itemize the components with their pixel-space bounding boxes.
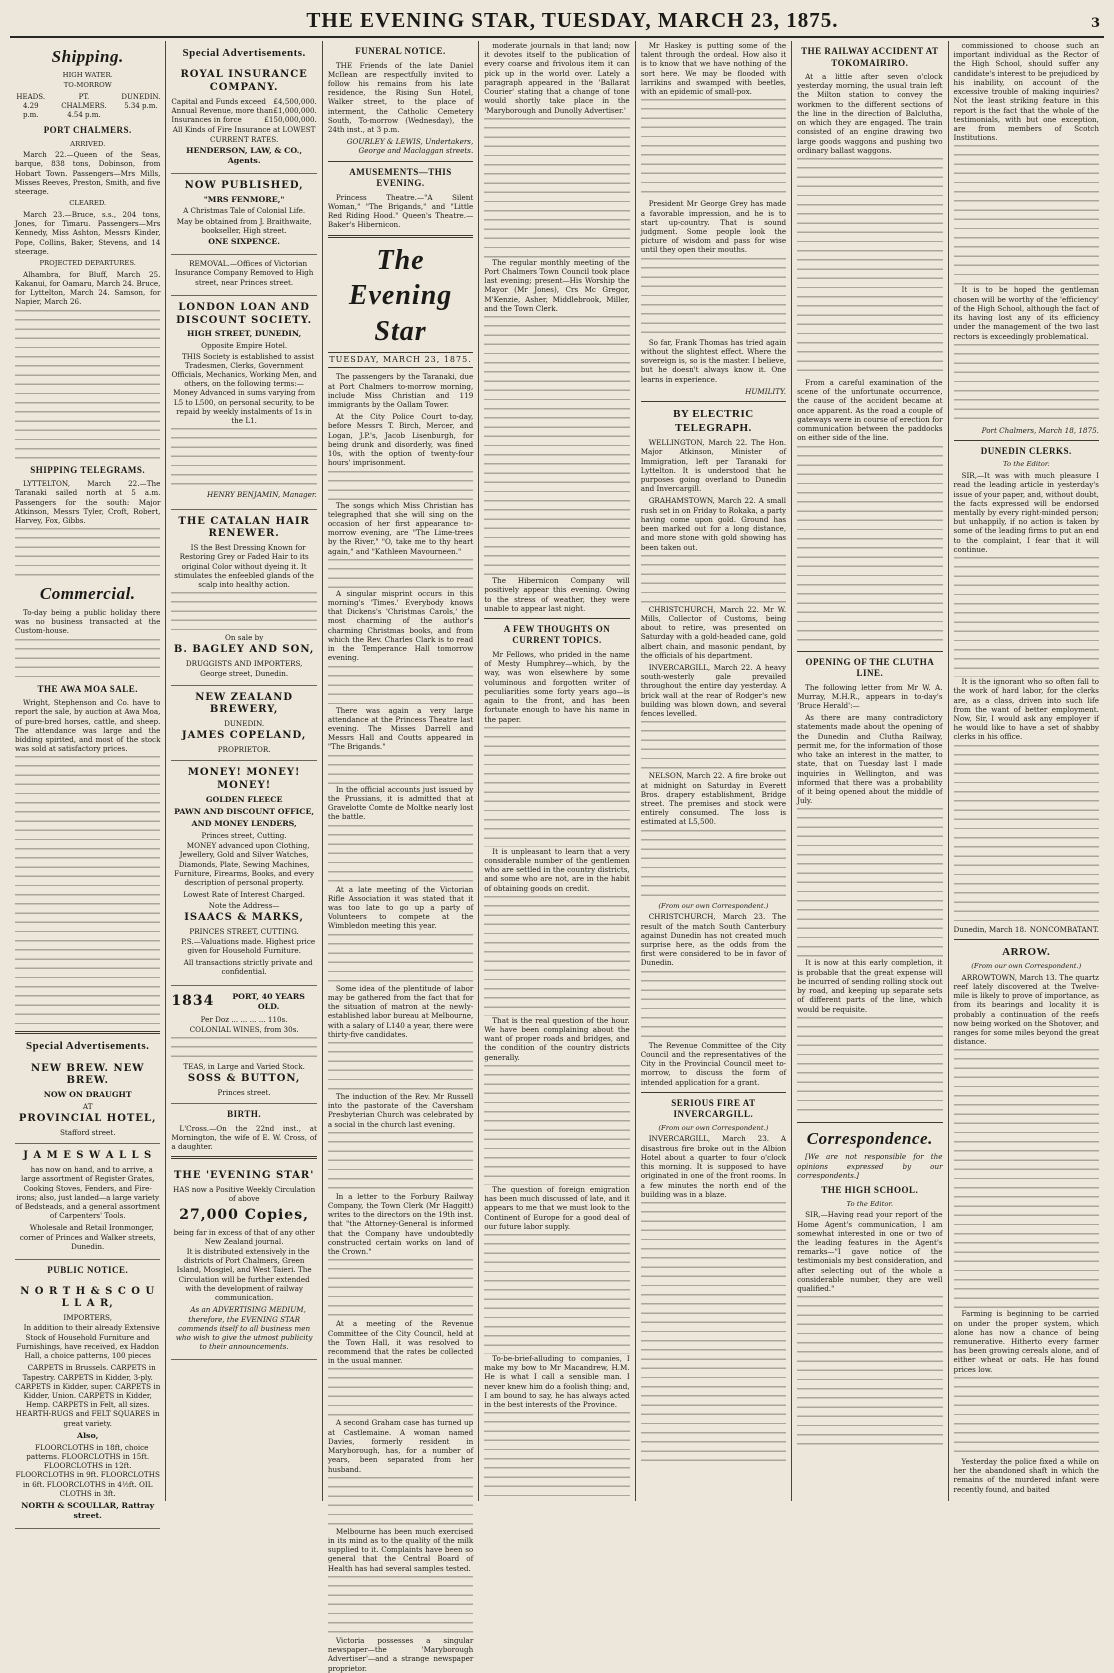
clutha-heading: OPENING OF THE CLUTHA LINE. [805,656,935,679]
circulation-line1: HAS now a Positive Weekly Circulation of above [173,1185,316,1204]
awa-moa-heading: THE AWA MOA SALE. [37,683,138,694]
birth-divider [171,1156,316,1159]
london-loan-manager: HENRY BENJAMIN, Manager. [206,490,317,500]
article-p7: At a late meeting of the Victorian Rifle Association it was stated that it was too late to go up a party of Volunteers to compete at the Wimbledon meeting this year. [327,884,474,931]
new-brew-sub: NOW ON DRAUGHT [43,1090,132,1100]
article-p13-body [328,1576,473,1636]
new-brew-hotel: PROVINCIAL HOTEL, [18,1113,157,1125]
royal-capital-value: £4,500,000. [273,96,317,106]
article-p5: There was again a very large attendance at the Princess Theatre last evening. The Misses Darrell and Messrs Hall and Coutts appeared in "The Brigands." [327,705,474,752]
tomorrow-label: TO-MORROW [63,81,112,90]
money-lenders: AND MONEY LENDERS, [191,819,297,828]
published-sub: A Christmas Tale of Colonial Life. [183,206,306,216]
article-p6-body [328,825,473,885]
commercial-body-text [15,639,160,679]
col7-p1: commissioned to choose such an important individual as the Rector of the High School, should suffer any candidate's interest to be prejudiced by his inability, on account of the excessive trouble of making inquiries? Not the least striking feature in this report is the fact that the whole of the testimonials, with but one exception, are from members of Scotch Institutions. [953,41,1099,143]
arrow-body [954,1049,1099,1309]
catalan-title: THE CATALAN HAIR RENEWER. [178,515,310,540]
new-brew-at: AT [82,1102,93,1112]
telegraph-nelson: NELSON, March 22. A fire broke out at midnight on Saturday in Everett Bros. drapery establishment, Bridge street. The premises and stock were entirely consumed. The loss is estimated at L5,500. [640,771,787,827]
col4-p5: It is unpleasant to learn that a very considerable number of the gentlemen who are settled in the country districts, and some who are not, are in the habit of obtaining goods on credit. [484,846,630,893]
royal-insurance-text: All Kinds of Fire Insurance at LOWEST CURRENT RATES. [172,125,316,144]
high-school-heading: THE HIGH SCHOOL. [821,1185,919,1196]
tide-chalmers-time: 4.54 p.m. [67,111,101,120]
money-interest: Lowest Rate of Interest Charged. [183,890,305,900]
james-walls-corner: Wholesale and Retail Ironmonger, corner of Princes and Walker streets, Dunedin. [19,1223,156,1251]
new-brew-street: Stafford street. [59,1128,116,1138]
article-p12: A second Graham case has turned up at Castlemaine. A woman named Davies, formerly resident in Maryborough, has, for a number of years, been separated from her husband. [327,1418,474,1474]
clerks-signature: NONCOMBATANT. [1029,924,1099,934]
article-p8: Some idea of the plentitude of labor may be gathered from the fact that for the situation of matron at the newly-established labor bureau at Melbourne, with a salary of L140 a year, there were thirty-five candidates. [327,983,474,1039]
fire-correspondent-label: (From our own Correspondent.) [658,1123,769,1132]
royal-capital-row [171,97,316,106]
arrived-label: ARRIVED. [70,139,106,148]
railway-text-2: From a careful examination of the scene of the unfortunate occurrence, the cause of the accident became at once apparent. As the road a couple of gateways were in course of erection for communication between the paddocks on either side of the line. [797,378,943,443]
telegraph-wellington: WELLINGTON, March 22. The Hon. Major Atkinson, Minister of Immigration, left per Taranaki for Lyttelton. It is understood that he purposes going overland to Dunedin and Invercargill. [640,438,787,494]
current-topics-heading: A FEW THOUGHTS ON CURRENT TOPICS. [503,623,611,646]
london-loan-title: LONDON LOAN AND DISCOUNT SOCIETY. [176,301,313,326]
telegraph-grahamstown: GRAHAMSTOWN, March 22. A small rush set in on Friday to Rokaka, a party having come upon gold. Ground has been marked out for a long distance, and more stone with gold showing has been taken out. [640,496,787,552]
funeral-divider [328,161,473,162]
money-address-note: Note the Address— [208,900,280,910]
circulation-adv: As an ADVERTISING MEDIUM, therefore, the EVENING STAR commends itself to all business men who wish to give the utmost publicity to their announcements. [175,1305,313,1352]
railway-body-2 [797,446,942,646]
article-p3: The songs which Miss Christian has telegraphed that she will sing on the occasion of her first appearance to-morrow evening, are "The Lime-trees by the River," "O, take me to thy heart again," and "Kathleen Mavourneen." [327,500,474,556]
london-loan-text: THIS Society is established to assist Tradesmen, Clerks, Government Officials, Mechanics, Working Men, and others, on the following terms:— Money Advanced in sums varying from L5 to L500, on personal security, to be repaid by weekly instalments of 1s in the L1. [171,351,317,426]
clerks-to: To the Editor. [1002,460,1050,469]
col4-p6: That is the real question of the hour. We have been complaining about the want of proper roads and bridges, and the condition of the country districts generally. [484,1015,630,1062]
sons-street: Princes street. [217,1088,271,1097]
royal-force-row [171,115,316,124]
article-p8-body [328,1042,473,1092]
article-p5-body [328,755,473,785]
teas-line: TEAS, in Large and Varied Stock. [183,1061,305,1071]
humility-signature: HUMILITY. [745,386,787,396]
special-advertisements-heading: Special Advertisements. [26,1040,150,1053]
funeral-heading: FUNERAL NOTICE. [355,46,446,56]
grahamstown-body [641,555,786,605]
col7-divider [954,440,1099,441]
clutha-intro: The following letter from Mr W. A. Murray, M.H.R., appears in to-day's 'Bruce Herald':— [797,682,943,710]
funeral-undertakers: GOURLEY & LEWIS, Undertakers, George and Maclaggan streets. [346,137,474,156]
royal-insurance-title: ROYAL INSURANCE COMPANY. [180,69,308,93]
north-scoullar-ad [15,1280,160,1529]
col4-p4-body [484,727,629,847]
article-p11-body [328,1368,473,1418]
column-5 [636,41,792,1501]
col7-p2: It is to be hoped the gentleman chosen will be worthy of the 'efficiency' of the High School, although the fact of its having lost any of its efficiency under the management of the two last rectors is exceedingly problematical. [953,285,1099,341]
money-street: Princes street, Cutting. [201,830,287,840]
col4-p6-body [484,1065,629,1185]
catalan-sale: On sale by [224,633,264,643]
funeral-text: THE Friends of the late Daniel McIlean are respectfully invited to follow his remains from his late residence, the Rising Sun Hotel, Walker street, to the place of interment, the Catholic Cemetery South, To-morrow (Wednesday), the 24th inst., at 3 p.m. [327,60,474,135]
col5-divider [641,401,786,402]
tide-heads-time: 4.29 p.m. [22,102,39,120]
christchurch-2-body [641,971,786,1041]
birth-heading: BIRTH. [227,1109,262,1120]
tide-table [15,93,160,120]
circulation-text: It is distributed extensively in the districts of Port Chalmers, Green Island, Mosgiel, and West Taieri. The Circulation will be further extended with the development of railway communication. [176,1246,312,1303]
column-6 [792,41,948,1501]
col4-p2: The regular monthly meeting of the Port Chalmers Town Council took place last evening; present—His Worship the Mayor (Mr Jones), Crs Mc Gregor, M'Kenzie, Asher, Middlebrook, Miller, and the Town Clerk. [484,257,630,313]
dunedin-clerks-heading: DUNEDIN CLERKS. [980,445,1072,456]
clerks-body [954,557,1099,677]
masthead [10,6,1104,38]
royal-income-value: £1,000,000. [273,105,317,115]
awa-moa-text: Wright, Stephenson and Co. have to report the sale, by auction at Awa Moa, of pure-bred horses, cattle, and sheep. The attendance was large and the bidding spirited, and most of the stock was sold at satisfactory prices. [15,698,161,754]
col7-p2-body [954,344,1099,424]
departures-text: Alhambra, for Bluff, March 25. Kakanui, for Oamaru, March 24. Bruce, for Lyttelton, March 24. Samson, for Napier, March 26. [15,269,161,307]
royal-income-row [171,106,316,115]
north-scoullar-text: In addition to their already Extensive Stock of Household Furniture and Furnishings, have received, ex Haddon Hall, a choice patterns, 100 pieces [16,1323,160,1361]
col6-divider-2 [797,1122,942,1123]
cleared-text: March 23.—Bruce, s.s., 204 tons, Jones, for Timaru. Passengers—Mrs Kennedy, Miss Ashton, Messrs Kinder, Pope, Collins, Baker, Stevens, and 14 steerage. [15,209,161,256]
telegraph-christchurch-3: The Revenue Committee of the City Council and the representatives of the City in the Provincial Council meet to-morrow, to discuss the form of intended application for a grant. [640,1040,787,1087]
article-p10: In a letter to the Forbury Railway Company, the Town Clerk (Mr Haggitt) writes to the directors on the 19th inst. that "the Attorney-General is informed that the Company have undoubtedly constructed certain works on land of the Crown." [327,1191,474,1257]
removal-ad [171,255,316,296]
article-p10-body [328,1259,473,1319]
masthead-title: THE EVENING STAR, TUESDAY, MARCH 23, 1875. [306,8,839,32]
clutha-body [797,808,942,958]
article-p2: At the City Police Court to-day, before Messrs T. Birch, Mercer, and Logan, J.P.'s, Jacob Lisenburgh, for being drunk and disorderly, was fined 10s, with the option of twenty-four hours' imprisonment. [327,412,474,468]
article-p9: The induction of the Rev. Mr Russell into the pastorate of the Caversham Presbyterian Church was celebrated by a social in the church last evening. [327,1091,474,1129]
own-correspondent-label: (From our own Correspondent.) [658,901,769,910]
commercial-text: To-day being a public holiday there was no business transacted at the Custom-house. [15,607,161,636]
railway-accident-heading: THE RAILWAY ACCIDENT AT TOKOMAIRIRO. [801,46,939,68]
col5-p1: Mr Haskey is putting some of the talent through the ordeal. How also it is to know that we have nothing of the sort here. We may be flooded with larrikins and swamped with beetles, with an epidemic of small-pox. [640,41,787,97]
col7-p1-body [954,145,1099,285]
london-loan-body-text [171,428,316,488]
isaacs-marks: ISAACS & MARKS, [184,911,305,923]
amusements-heading: AMUSEMENTS—THIS EVENING. [349,166,452,189]
col4-p4: Mr Fellows, who prided in the name of Mesty Humphrey—which, by the way, was won elsewhere by some voluminous and forgotten writer of peculiarities some forty years ago—is again to the front, and has been fortunate enough to have his name in the paper. [484,649,630,724]
clerks-text: SIR,—It was with much pleasure I read the leading article in yesterday's issue of your paper, and, without doubt, the facts expressed will be endorsed mentally by every right-minded person; but unhappily, if no action is taken by some of the leading firms to put an end to the complaint, I fear that it will continue. [953,471,1099,554]
article-p6: In the official accounts just issued by the Prussians, it is admitted that at Gravelotte Comte de Moltke nearly lost the battle. [327,784,474,822]
high-school-text: SIR,—Having read your report of the Home Agent's communication, I am somewhat interested in one or two of the leading features in the Agent's remarks—"I gave notice of the testimonials my best consideration, and after selecting out of the whole a considerable number, they are well qualified." [797,1210,943,1294]
correspondence-note: [We are not responsible for the opinions expressed by our correspondents.] [797,1152,943,1180]
royal-force-value: £150,000,000. [264,115,317,125]
north-scoullar-sub: IMPORTERS, [63,1313,113,1323]
railway-text: At a little after seven o'clock yesterday morning, the usual train left the Milton station to convey the workmen to the different sections of the line in the direction of Balclutha, on which they are engaged. The train consisted of an engine drawing two large goods waggons and pushing two ordinary ballast waggons. [797,72,943,155]
invercargill-body [641,721,786,771]
arrow-text-2: Farming is beginning to be carried on under the proper system, which alone has now a chance of being remunerative. Hitherto every farmer has been growing cereals alone, and of either wheat or oats. He has found prices low. [953,1309,1099,1374]
port-chalmers-heading: PORT CHALMERS. [43,124,132,135]
published-price: ONE SIXPENCE. [208,237,280,247]
clerks-text-2: It is the ignorant who so often fall to the work of hard labor, for the clerks are, as a class, driven into such life from the want of better employment. Now, Sir, I would ask any employer if he would like to have a set of shabby clerks in his office. [953,677,1099,742]
port-body-text [171,1037,316,1061]
shipping-body-text [15,310,160,460]
fire-body [641,1202,786,1462]
brewery-ad [171,686,316,762]
column-4 [479,41,635,1501]
james-walls-ad [15,1144,160,1260]
col4-p8-body [484,1412,629,1502]
port-price: Per Doz ... ... ... ... 110s. [200,1014,288,1024]
money-ps: P.S.—Valuations made. Highest price given for Household Furniture. [181,936,316,955]
column-7 [949,41,1104,1501]
clerks-signature-row [954,925,1099,934]
catalan-body-text [171,592,316,632]
james-walls-name: J A M E S W A L L S [23,1150,153,1162]
article-p14: Victoria possesses a singular newspaper—the 'Maryborough Advertiser'—and a strange newspaper proprietor. [327,1635,474,1673]
railway-body [797,158,942,378]
copeland-name: JAMES COPELAND, [181,730,307,742]
dateline: TUESDAY, MARCH 23, 1875. [328,352,473,368]
awa-moa-body-text [15,756,160,1026]
col4-divider [484,618,629,619]
tide-heads-label: HEADS. [16,93,46,102]
fire-text: INVERCARGILL, March 23. A disastrous fire broke out in the Albion Hotel about a quarter to four o'clock this morning. It is supposed to have originated in one of the front rooms. In a few minutes the north end of the building was in a blaze. [640,1134,787,1199]
section-divider [15,1031,160,1034]
commercial-heading: Commercial. [39,584,136,604]
col7-signature: Port Chalmers, March 18, 1875. [981,425,1099,435]
north-scoullar-footer: NORTH & SCOULLAR, Rattray street. [21,1501,155,1521]
royal-insurance-agents: HENDERSON, LAW, & CO., Agents. [186,145,303,165]
london-loan-ad [171,296,316,510]
published-from: May be obtained from J. Braithwaite, bookseller, High street. [176,216,312,235]
col5-p2-body [641,258,786,338]
royal-capital-label: Capital and Funds exceed [171,96,266,106]
public-notice-heading: PUBLIC NOTICE. [47,1265,129,1276]
telegraph-heading: BY ELECTRIC TELEGRAPH. [673,407,754,435]
fire-heading: SERIOUS FIRE AT INVERCARGILL. [671,1097,756,1120]
port-year-row [171,990,316,1014]
article-p4-body [328,666,473,706]
money-text: MONEY advanced upon Clothing, Jewellery, Gold and Silver Watches, Diamonds, Plate, Sewing Machines, Furniture, Firearms, Books, and every description of personal property. [174,841,315,888]
copeland-role: PROPRIETOR. [217,745,271,755]
article-p3-body [328,559,473,589]
removal-text: REMOVAL.—Offices of Victorian Insurance Company Removed to High street, near Princes street. [174,259,314,287]
money-heading: MONEY! MONEY! MONEY! [187,767,301,792]
col4-p1: moderate journals in that land; now it devotes itself to the publication of every coarse and frivolous item it can pick up in the world over. Lately a paragraph appeared in the 'Ballarat Courier' stating that a change of tone would shortly take place in the 'Maryborough and Dunolly Advertiser.' [484,41,630,115]
shipping-telegrams-heading: SHIPPING TELEGRAMS. [30,464,146,475]
port-title: PORT, 40 YEARS OLD. [232,991,305,1011]
pawn-office: PAWN AND DISCOUNT OFFICE, [174,807,315,817]
tide-heads [15,93,46,120]
clerks-date: Dunedin, March 18. [953,924,1027,934]
high-school-body [797,1296,942,1446]
arrow-last: Yesterday the police fixed a while on her the abandoned shaft in which the remains of the murdered infant were recently found, and baited [953,1456,1099,1494]
col4-p8: To-be-brief-alluding to companies, I make my bow to Mr Macandrew, H.M. He is what I call a sensible man. I never knew him do a foolish thing; and, I am bound to say, he has always acted in the best interests of the Province. [484,1354,630,1410]
circulation-line2: being far in excess of that of any other New Zealand journal. [173,1227,315,1246]
port-wine-ad [171,986,316,1105]
col5-p3: So far, Frank Thomas has tried again without the slightest effect. Where the sovereign is, so is the master. I believe, but he doesn't always know it. One learns in experience. [640,337,787,384]
article-p2-body [328,471,473,501]
royal-insurance-ad [171,63,316,174]
article-p12-body [328,1477,473,1527]
telegraph-christchurch-2: CHRISTCHURCH, March 23. The result of the match South Canterbury against Dunedin has not created much surprise here, as the odds from the first were considered to be in favor of Dunedin. [640,912,787,968]
nelson-body [641,830,786,900]
page-number: 3 [1090,16,1100,31]
article-p1: The passengers by the Taranaki, due at Port Chalmers to-morrow morning, include Miss Christian and 119 immigrants by the Oallam Tower. [327,372,474,409]
published-ad [171,174,316,255]
clerks-body-2 [954,745,1099,925]
col5-divider-2 [641,1092,786,1093]
evening-star-circulation-ad [171,1164,316,1360]
shipping-heading: Shipping. [51,47,124,66]
royal-income-label: Annual Revenue, more than [171,105,273,115]
london-loan-opposite: Opposite Empire Hotel. [201,341,288,351]
special-advertisements-heading-2: Special Advertisements. [182,47,306,59]
column-1 [10,41,166,1521]
tide-dunedin-label: DUNEDIN. [121,93,161,102]
published-heading: NOW PUBLISHED, [184,179,304,191]
money-confidential: All transactions strictly private and confidential. [183,958,313,977]
published-title: "MRS FENMORE," [203,194,285,204]
col7-divider-2 [954,939,1099,940]
bagley-name: B. BAGLEY AND SON, [173,644,315,656]
catalan-ad [171,510,316,686]
col4-p5-body [484,896,629,1016]
col4-p2-body [484,316,629,576]
brewery-city: DUNEDIN. [224,719,265,729]
columns [10,41,1104,1673]
arrived-text: March 22.—Queen of the Seas, barque, 838 tons, Dobinson, from Hobart Town. Passengers—Mrs Mills, Misses Reeves, Preston, Smith, and five steerage. [15,150,161,197]
nameplate: The Evening Star [348,244,453,348]
london-loan-sub: HIGH STREET, DUNEDIN, [186,329,302,339]
golden-fleece-ad [171,761,316,985]
high-water-heading: HIGH WATER. [62,70,113,79]
telegraph-invercargill: INVERCARGILL, March 22. A heavy south-westerly gale prevailed throughout the entire day yesterday. A brick wall at the rear of Rodger's new building was blown down, and several fences levelled. [640,663,787,719]
article-p4: A singular misprint occurs in this morning's 'Times.' Everybody knows that Dickens's 'Christmas Carols,' the most charming of the author's charming Christmas books, and from which the Rev. Charles Clark is to read in the Temperance Hall tomorrow evening. [327,588,474,663]
nameplate-rule-top [328,235,473,238]
bagley-sub: DRUGGISTS AND IMPORTERS, [185,659,303,669]
tide-chalmers-label: PT. CHALMERS. [61,93,107,111]
james-walls-text: has now on hand, and to arrive, a large assortment of Register Grates, Cooking Stoves, Fenders, and Fire-irons; also, just landed—a large variety of Bedsteads, and a general assortment of Carpenters' Tools. [15,1165,161,1221]
cleared-label: CLEARED. [69,199,107,208]
amusements-text: Princess Theatre.—"A Silent Woman," "The Brigands," and "Little Red Riding Hood." Queen's Theatre.—Baker's Hibernicon. [327,192,474,230]
sons-name: SOSS & BUTTON, [187,1073,301,1085]
col4-p1-body [484,118,629,258]
col4-p3: The Hibernicon Company will positively appear this evening. Owing to the stress of weather, they were unable to appear last night. [484,576,630,613]
column-2 [166,41,322,1501]
article-p11: At a meeting of the Revenue Committee of the City Council, held at the Town Hall, it was resolved to recommend that the rates be collected in the usual manner. [327,1319,474,1366]
tide-dunedin [121,93,160,120]
north-scoullar-carpets: CARPETS in Brussels. CARPETS in Tapestry. CARPETS in Kidder, 3-ply. CARPETS in Kidder, super. CARPETS in Kidder, Union. CARPETS in Kidder, Hemp. CARPETS in Felt, all sizes. HEARTH-RUGS and FELT SQUARES in great variety. [15,1363,161,1428]
column-3 [323,41,479,1673]
bagley-street: George street, Dunedin. [200,669,289,679]
arrow-text: ARROWTOWN, March 13. The quartz reef lately discovered at the Twelve-mile is likely to prove of importance, as from its bearings and locality it is probably a continuation of the reefs now being worked on the Shotover, and ranges for some miles beyond the great distance. [953,972,1099,1047]
north-scoullar-name: N O R T H & S C O U L L A R, [20,1285,156,1310]
tide-chalmers [56,93,111,120]
new-brew-title: NEW BREW. NEW BREW. [30,1062,145,1087]
isaacs-street: PRINCES STREET, CUTTING. [189,926,299,936]
arrow-heading: ARROW. [1002,945,1051,958]
article-p13: Melbourne has been much exercised in its mind as to the quality of the milk supplied to it. Complaints have been so general that the Central Board of Health has had several samples tested. [327,1526,474,1573]
col4-p7-body [484,1234,629,1354]
correspondence-heading: Correspondence. [806,1128,933,1148]
shipping-telegrams-text: LYTTELTON, March 22.—The Taranaki sailed north at 5 a.m. Passengers for the south: Major Atkinson, Messrs Tyler, Croft, Robert, Harvey, Fox, Gibbs. [15,479,161,526]
telegrams-body-text [15,528,160,578]
circulation-title: THE 'EVENING STAR' [173,1170,315,1182]
circulation-copies: 27,000 Copies, [179,1206,309,1223]
north-scoullar-floorcloths: FLOORCLOTHS in 18ft, choice patterns. FLOORCLOTHS in 15ft. FLOORCLOTHS in 12ft. FLOORCLOTHS in 9ft. FLOORCLOTHS in 6ft. FLOORCLOTHS in 4½ft. OIL CLOTHS in 3ft. [15,1442,160,1498]
brewery-title: NEW ZEALAND BREWERY, [195,691,294,716]
departures-label: PROJECTED DEPARTURES. [39,259,136,268]
royal-force-label: Insurances in force [171,115,242,125]
birth-text: L'Cross.—On the 22nd inst., at Mornington, the wife of E. W. Cross, of a daughter. [171,1123,317,1152]
col6-divider [797,651,942,652]
article-p9-body [328,1132,473,1192]
clutha-text: As there are many contradictory statements made about the opening of the Dunedin and Clutha Railway, permit me, for the information of those who take an interest in the matter, to state, that on Tuesday last I made inquiries in Wellington, and was informed that there was a probability of it being opened about the middle of July. [797,713,943,806]
high-school-to: To the Editor. [846,1199,894,1208]
tide-dunedin-time: 5.34 p.m. [124,102,158,111]
clutha-text-2: It is now at this early completion, it is probable that the great expense will be incurred of sending rolling stock out by road, and keeping up separate sets of different parts of the line, which would be requisite. [797,958,943,1014]
col5-p2: President Mr George Grey has made a favorable impression, and he is to start up-country. That is sound judgment. Some people look the picture of wisdom and pass for wise until they open their mouths. [640,199,787,255]
new-brew-ad [15,1057,160,1145]
arrow-body-2 [954,1377,1099,1457]
colonial-wines: COLONIAL WINES, from 30s. [189,1024,299,1034]
golden-fleece: GOLDEN FLEECE [205,795,283,805]
north-scoullar-also: Also, [77,1430,99,1440]
catalan-text: IS the Best Dressing Known for Restoring Grey or Faded Hair to its original Color without dyeing it. It stimulates the enfeebled glands of the scalp into healthy action. [174,543,314,589]
clutha-body-2 [797,1017,942,1117]
arrow-correspondent: (From our own Correspondent.) [971,961,1082,970]
port-year: 1834 [171,992,215,1009]
telegraph-christchurch: CHRISTCHURCH, March 22. Mr W. Mills, Collector of Customs, being about to retire, was presented on Saturday with a gold-headed cane, gold albert chain, and masonic pendant, by the officials of his department. [640,604,787,660]
col4-p7: The question of foreign emigration has been much discussed of late, and it appears to me that we must look to the Continent of Europe for a good deal of our future labor supply. [484,1184,630,1231]
article-p7-body [328,934,473,984]
col5-p1-body [641,99,786,199]
